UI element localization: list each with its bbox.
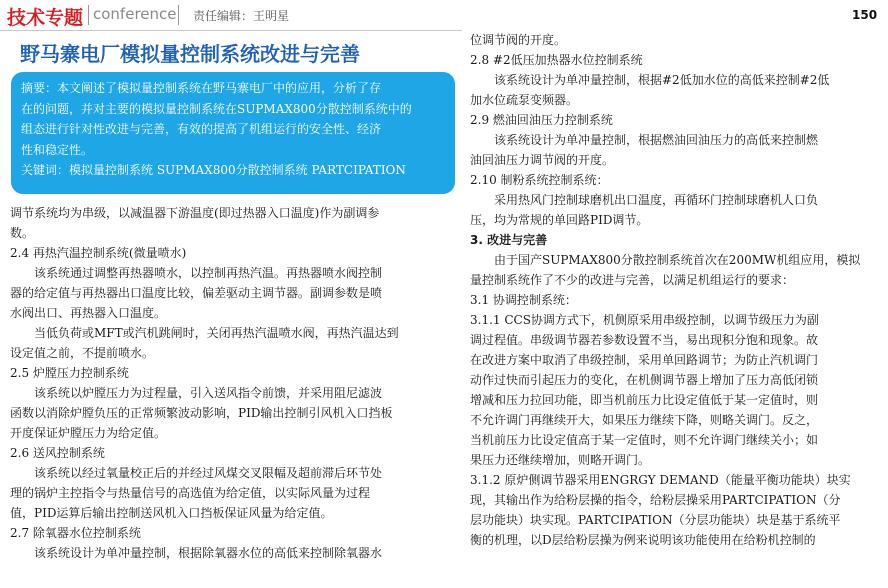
text-line: 设定值之前，不提前喷水。 [10, 346, 155, 360]
text-line: 2.6 送风控制系统 [10, 446, 105, 460]
abstract-line: 摘要：本文阐述了模拟量控制系统在野马寨电厂中的应用，分析了存 [21, 81, 382, 95]
text-line: 数。 [10, 226, 35, 240]
abstract-box [11, 72, 455, 194]
text-line: 该系统设计为单冲量控制，根据除氧器水位的高低来控制除氧器水 [34, 546, 383, 560]
text-line: 油回油压力调节阀的开度。 [470, 153, 615, 167]
text-line: 由于国产SUPMAX800分散控制系统首次在200MW机组应用，模拟 [494, 253, 861, 267]
text-line: 2.4 再热汽温控制系统(微量喷水) [10, 246, 187, 260]
text-line: 理的锅炉主控指令与热量信号的高选值为给定值，以实际风量为过程 [10, 486, 371, 500]
text-line: 该系统设计为单冲量控制，根据#2低加水位的高低来控制#2低 [494, 73, 830, 87]
abstract-line: 组态进行针对性改进与完善，有效的提高了机组运行的安全性、经济 [21, 122, 382, 136]
right-text-column [470, 30, 880, 550]
text-line: 2.10 制粉系统控制系统： [470, 173, 609, 187]
text-line: 层功能块）块实现。PARTCIPATION（分层功能块）块是基于系统平 [470, 513, 841, 527]
text-line: 现，其输出作为给粉层操的指令，给粉层操采用PARTCIPATION（分 [470, 493, 841, 507]
text-line: 加水位疏泵变频器。 [470, 93, 579, 107]
text-line: 调过程值。串级调节器若参数设置不当，易出现积分饱和现象。故 [470, 333, 819, 347]
text-line: 2.8 #2低压加热器水位控制系统 [470, 53, 643, 67]
text-line: 动作过快而引起压力的变化，在机侧调节器上增加了压力高低闭锁 [470, 373, 819, 387]
text-line: 3.1.1 CCS协调方式下，机侧原采用串级控制，以调节级压力为副 [470, 313, 819, 327]
text-line: 衡的机理，以D层给粉层操为例来说明该功能使用在给粉机控制的 [470, 533, 816, 547]
text-line: 量控制系统作了不少的改进与完善，以满足机组运行的要求： [470, 273, 795, 287]
keywords-line: 关键词：模拟量控制系统 SUPMAX800分散控制系统 PARTCIPATION [21, 163, 406, 177]
text-line: 2.7 除氧器水位控制系统 [10, 526, 141, 540]
page-header [0, 0, 888, 32]
text-line: 当低负荷或MFT或汽机跳闸时，关闭再热汽温喷水阀，再热汽温达到 [34, 326, 399, 340]
text-line: 3.1 协调控制系统： [470, 293, 577, 307]
article-title: 野马寨电厂模拟量控制系统改进与完善 [20, 42, 360, 66]
text-line: 值，PID运算后输出控制送风机入口挡板保证风量为给定值。 [10, 506, 333, 520]
abstract-line: 性和稳定性。 [21, 142, 94, 157]
text-line: 位调节阀的开度。 [470, 33, 567, 47]
text-line: 3. 改进与完善 [470, 233, 548, 247]
text-line: 2.9 燃油回油压力控制系统 [470, 113, 613, 127]
header-divider [88, 5, 89, 25]
text-line: 水阀出口、再热器入口温度。 [10, 306, 167, 320]
text-line: 3.1.2 原炉侧调节器采用ENGRGY DEMAND（能量平衡功能块）块实 [470, 473, 851, 487]
text-line: 该系统通过调整再热器喷水，以控制再热汽温。再热器喷水阀控制 [34, 266, 383, 280]
text-line: 采用热风门控制球磨机出口温度，再循环门控制球磨机人口负 [494, 193, 819, 207]
conference-label: conference [93, 5, 177, 23]
text-line: 该系统以经过氧量校正后的并经过风煤交叉限幅及超前滞后环节处 [34, 466, 383, 480]
text-line: 在改进方案中取消了串级控制，采用单回路调节；为防止汽机调门 [470, 353, 819, 367]
text-line: 果压力还继续增加，则略开调门。 [470, 453, 651, 467]
column-brand: 技术专题 [7, 7, 84, 29]
text-line: 器的给定值与再热器出口温度比较，偏差驱动主调节器。副调参数是喷 [10, 286, 383, 300]
text-line: 2.5 炉膛压力控制系统 [10, 366, 129, 380]
abstract-line: 在的问题，并对主要的模拟量控制系统在SUPMAX800分散控制系统中的 [21, 101, 412, 116]
text-line: 该系统设计为单冲量控制，根据燃油回油压力的高低来控制燃 [494, 133, 819, 147]
text-line: 不允许调门再继续开大，如果压力继续下降，则略关调门。反之， [470, 413, 819, 427]
editor-credit: 责任编辑：王明星 [193, 9, 290, 23]
text-line: 开度保证炉膛压力为给定值。 [10, 426, 167, 440]
text-line: 该系统以炉膛压力为过程量，引入送风指令前馈，并采用阻尼滤波 [34, 386, 383, 400]
text-line: 调节系统均为串级，以减温器下游温度(即过热器入口温度)作为副调参 [10, 206, 380, 220]
header-divider [178, 5, 179, 25]
text-line: 压，均为常规的单回路PID调节。 [470, 213, 649, 227]
text-line: 增减和压力拉回功能，即当机前压力比设定值低于某一定值时，则 [470, 393, 819, 407]
text-line: 当机前压力比设定值高于某一定值时，则不允许调门继续关小；如 [470, 433, 819, 447]
header-rule [0, 30, 462, 31]
text-line: 函数以消除炉膛负压的正常频繁波动影响，PID输出控制引风机入口挡板 [10, 406, 393, 420]
page-number: 150 [852, 8, 878, 22]
left-text-column [10, 203, 460, 563]
